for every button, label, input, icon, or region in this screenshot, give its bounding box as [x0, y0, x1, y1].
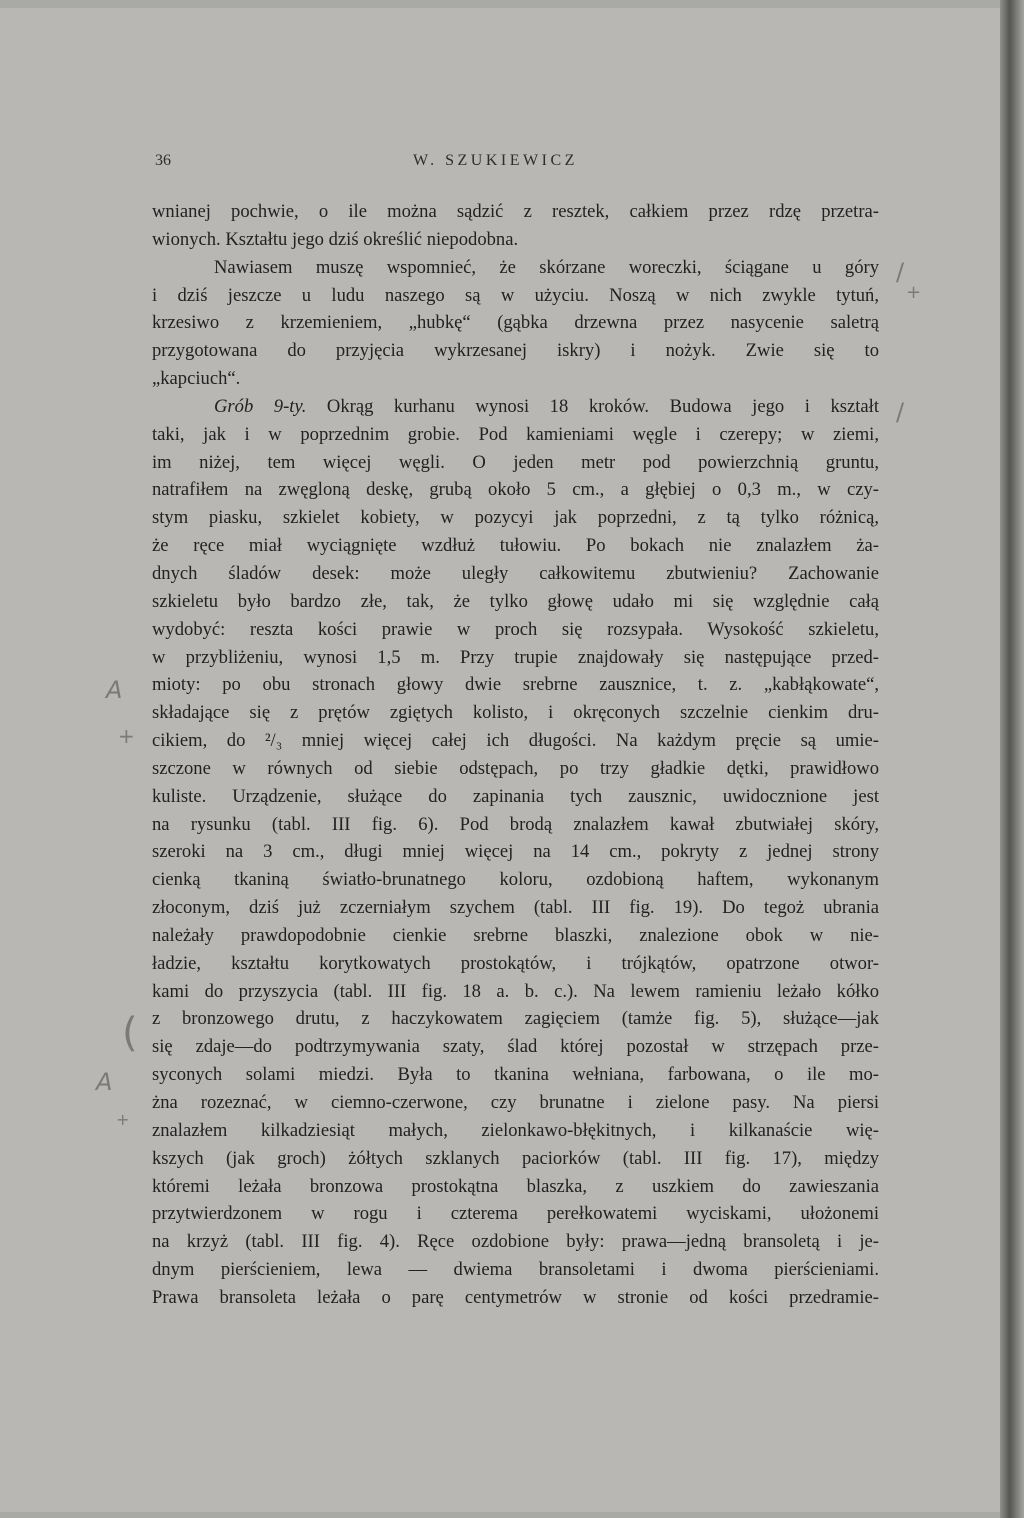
- margin-note: +: [906, 282, 922, 303]
- text-line: i dziś jeszcze u ludu naszego są w użyciu. Noszą w nich zwykle tytuń,: [152, 284, 879, 306]
- page-header: [155, 152, 890, 176]
- text-line: stym piasku, szkielet kobiety, w pozycyi jak poprzedni, z tą tylko różnicą,: [152, 507, 879, 529]
- text-line: żna rozeznać, w ciemno-czerwone, czy brunatne i zielone pasy. Na piersi: [152, 1092, 879, 1113]
- margin-note: (: [122, 1010, 138, 1056]
- text-line: należały prawdopodobnie cienkie srebrne blaszki, znalezione obok w nie-: [152, 924, 879, 946]
- text-line: składające się z prętów zgiętych kolisto, i okręconych szczelnie cienkim dru-: [152, 702, 879, 724]
- text-line: z bronzowego drutu, z haczykowatem zagięciem (tamże fig. 5), służące—jak: [152, 1008, 879, 1030]
- text-line: cikiem, do ²/₃ mniej więcej całej ich długości. Na każdym pręcie są umie-: [152, 730, 879, 752]
- page-number: 36: [155, 152, 171, 169]
- text-line: „kapciuch“.: [152, 368, 241, 390]
- text-line: syconych solami miedzi. Była to tkanina wełniana, farbowana, o ile mo-: [152, 1064, 879, 1086]
- text-line: kszych (jak groch) żółtych szklanych paciorków (tabl. III fig. 17), między: [152, 1147, 879, 1169]
- text-line: wydobyć: reszta kości prawie w proch się rozsypała. Wysokość szkieletu,: [152, 618, 879, 640]
- text-line: szeroki na 3 cm., długi mniej więcej na 14 cm., pokryty z jednej strony: [152, 841, 879, 863]
- margin-note: /: [896, 398, 905, 426]
- text-line: któremi leżała bronzowa prostokątna blaszka, z uszkiem do zawieszania: [152, 1175, 879, 1197]
- text-line: cienką tkaniną światło-brunatnego koloru, ozdobioną haftem, wykonanym: [152, 869, 879, 891]
- margin-note: +: [116, 1110, 130, 1129]
- text-line: że ręce miał wyciągnięte wzdłuż tułowiu. Po bokach nie znalazłem ża-: [152, 535, 879, 557]
- text-line: dnym pierścieniem, lewa — dwiema bransoletami i dwoma pierścieniami.: [152, 1259, 879, 1281]
- text-line: złoconym, dziś już zczerniałym szychem (tabl. III fig. 19). Do tegoż ubrania: [152, 897, 879, 919]
- text-line: natrafiłem na zwęgloną deskę, grubą około 5 cm., a głębiej o 0,3 m., w czy-: [152, 479, 879, 501]
- margin-note: A: [96, 1068, 113, 1096]
- text-line: znalazłem kilkadziesiąt małych, zielonkawo-błękitnych, i kilkanaście wię-: [152, 1119, 879, 1141]
- text-line: taki, jak i w poprzednim grobie. Pod kamieniami węgle i czerepy; w ziemi,: [152, 423, 879, 445]
- text-line: przytwierdzonem w rogu i czterema perełkowatemi wyciskami, ułożonemi: [152, 1203, 879, 1225]
- text-line: na krzyż (tabl. III fig. 4). Ręce ozdobione były: prawa—jedną bransoletą i je-: [152, 1231, 879, 1253]
- text-line: wnianej pochwie, o ile można sądzić z resztek, całkiem przez rdzę przetra-: [152, 201, 879, 222]
- text-line: kuliste. Urządzenie, służące do zapinania tych zausznic, uwidocznione jest: [152, 785, 879, 807]
- text-line: Nawiasem muszę wspomnieć, że skórzane woreczki, ściągane u góry: [214, 256, 879, 278]
- text-line: w przybliżeniu, wynosi 1,5 m. Przy trupie znajdowały się następujące przed-: [152, 646, 879, 668]
- text-line: szkieletu było bardzo złe, tak, że tylko głowę udało mi się względnie całą: [152, 590, 879, 612]
- text-line: wionych. Kształtu jego dziś określić niepodobna.: [152, 228, 519, 250]
- margin-note: +: [118, 724, 135, 748]
- text-line: mioty: po obu stronach głowy dwie srebrne zausznice, t. z. „kabłąkowate“,: [152, 674, 879, 696]
- section-heading: Grób 9-ty.: [214, 395, 307, 417]
- text-line: ładzie, kształtu korytkowatych prostokątów, i trójkątów, opatrzone otwor-: [152, 952, 879, 974]
- body-text: [152, 198, 879, 1312]
- margin-note: /: [896, 258, 905, 286]
- text-line: dnych śladów desek: może uległy całkowitemu zbutwieniu? Zachowanie: [152, 562, 879, 584]
- text-line: przygotowana do przyjęcia wykrzesanej iskry) i nożyk. Zwie się to: [152, 340, 879, 362]
- margin-note: A: [106, 676, 123, 704]
- page-edge-shadow: [1000, 0, 1024, 1518]
- text-line: się zdaje—do podtrzymywania szaty, ślad której pozostał w strzępach prze-: [152, 1036, 879, 1058]
- text-line: szczone w równych od siebie odstępach, po trzy gładkie dętki, prawidłowo: [152, 757, 879, 779]
- running-title: W. SZUKIEWICZ: [413, 152, 578, 169]
- text-line: krzesiwo z krzemieniem, „hubkę“ (gąbka drzewna przez nasycenie saletrą: [152, 312, 879, 334]
- text-line: na rysunku (tabl. III fig. 6). Pod brodą znalazłem kawał zbutwiałej skóry,: [152, 813, 879, 835]
- text-line: kami do przyszycia (tabl. III fig. 18 a. b. c.). Na lewem ramieniu leżało kółko: [152, 980, 879, 1002]
- text-line: im niżej, tem więcej węgli. O jeden metr pod powierzchnią gruntu,: [152, 451, 879, 473]
- text-line-content: Okrąg kurhanu wynosi 18 kroków. Budowa jego i kształt: [326, 395, 879, 417]
- text-line: [152, 393, 879, 421]
- text-line: Prawa bransoleta leżała o parę centymetrów w stronie od kości przedramie-: [152, 1286, 879, 1308]
